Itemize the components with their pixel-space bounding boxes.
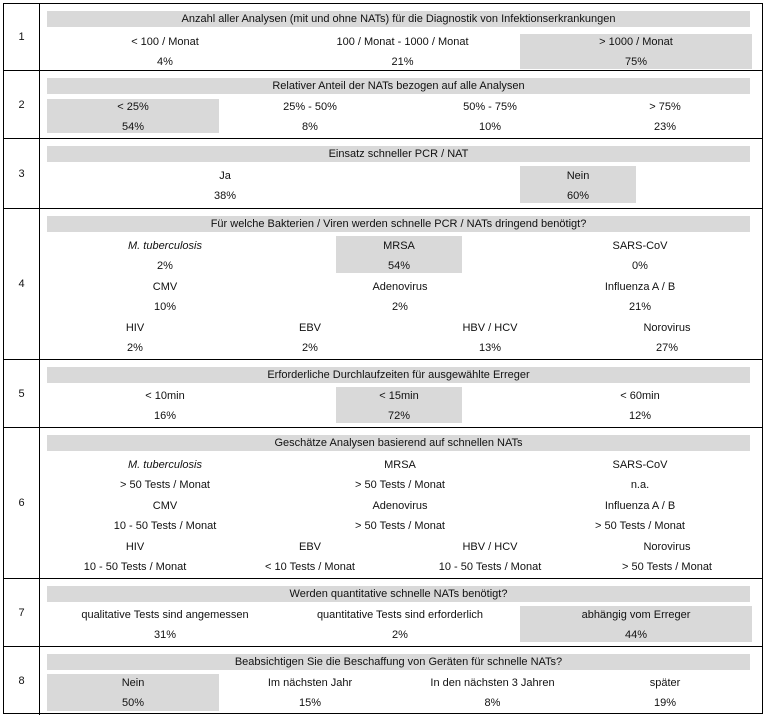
option-label: HBV / HCV [462, 541, 518, 553]
option-label: > 75% [649, 101, 681, 113]
option-value: 10 - 50 Tests / Monat [113, 520, 217, 532]
option-label: HBV / HCV [462, 322, 518, 334]
option-label: HIV [125, 322, 145, 334]
option-label: SARS-CoV [612, 459, 668, 471]
option-value: > 50 Tests / Monat [355, 520, 445, 532]
option-value: 75% [624, 56, 648, 68]
option-value: 0% [632, 260, 648, 272]
table-row-6 [4, 427, 762, 578]
option-label: 100 / Monat - 1000 / Monat [336, 36, 469, 48]
option-label: später [649, 677, 681, 689]
row-title: Geschätze Analysen basierend auf schnellen NATs [47, 435, 750, 451]
option-label: Influenza A / B [604, 281, 676, 293]
row-number: 7 [4, 579, 40, 646]
option-value: 10 - 50 Tests / Monat [83, 561, 187, 573]
option-label: > 1000 / Monat [599, 36, 673, 48]
option-value: 23% [653, 121, 677, 133]
option-label: HIV [125, 541, 145, 553]
option-label: 25% - 50% [283, 101, 337, 113]
option-label: MRSA [384, 459, 416, 471]
row-content [40, 209, 762, 359]
option-value: 10 - 50 Tests / Monat [438, 561, 542, 573]
option-value: 21% [628, 301, 652, 313]
option-label: Nein [566, 170, 590, 182]
option-label: CMV [152, 281, 178, 293]
option-label: qualitative Tests sind angemessen [81, 609, 249, 621]
option-value: > 50 Tests / Monat [120, 479, 210, 491]
table-row-1 [4, 4, 762, 70]
option-label: MRSA [383, 240, 415, 252]
option-value: 12% [628, 410, 652, 422]
option-value: < 10 Tests / Monat [265, 561, 355, 573]
option-label: Nein [121, 677, 145, 689]
option-label: Norovirus [643, 541, 691, 553]
row-number: 6 [4, 428, 40, 578]
option-value: 2% [157, 260, 173, 272]
option-value: 31% [153, 629, 177, 641]
option-value: 38% [213, 190, 237, 202]
survey-table [3, 3, 763, 714]
option-label: EBV [298, 322, 321, 334]
option-label: In den nächsten 3 Jahren [430, 677, 555, 689]
option-value: 60% [566, 190, 590, 202]
option-value: 10% [478, 121, 502, 133]
row-title: Anzahl aller Analysen (mit und ohne NATs) für die Diagnostik von Infektionserkrankungen [47, 11, 750, 27]
row-content [40, 428, 762, 578]
option-value: 13% [478, 342, 502, 354]
option-label: M. tuberculosis [128, 459, 202, 471]
option-value: 16% [153, 410, 177, 422]
option-label: < 15min [379, 390, 419, 402]
row-number: 5 [4, 360, 40, 427]
table-row-7 [4, 578, 762, 646]
row-content [40, 4, 762, 70]
row-title: Für welche Bakterien / Viren werden schnelle PCR / NATs dringend benötigt? [47, 216, 750, 232]
row-content [40, 647, 762, 715]
option-label: < 10min [145, 390, 185, 402]
row-title: Einsatz schneller PCR / NAT [47, 146, 750, 162]
row-content [40, 139, 762, 208]
option-value: 2% [392, 629, 408, 641]
row-title: Beabsichtigen Sie die Beschaffung von Geräten für schnelle NATs? [47, 654, 750, 670]
option-label: Norovirus [643, 322, 691, 334]
option-value: n.a. [630, 479, 650, 491]
option-value: 15% [298, 697, 322, 709]
row-title: Werden quantitative schnelle NATs benötigt? [47, 586, 750, 602]
table-row-5 [4, 359, 762, 427]
option-label: < 60min [620, 390, 660, 402]
row-number: 8 [4, 647, 40, 715]
option-value: > 50 Tests / Monat [595, 520, 685, 532]
option-value: 2% [127, 342, 143, 354]
row-number: 3 [4, 139, 40, 208]
option-label: Adenovirus [372, 500, 428, 512]
row-number: 4 [4, 209, 40, 359]
option-label: M. tuberculosis [128, 240, 202, 252]
table-row-2 [4, 70, 762, 138]
option-label: Im nächsten Jahr [267, 677, 353, 689]
table-row-8 [4, 646, 762, 715]
row-content [40, 71, 762, 138]
option-value: 54% [121, 121, 145, 133]
option-label: < 100 / Monat [131, 36, 199, 48]
option-value: 72% [387, 410, 411, 422]
table-row-3 [4, 138, 762, 208]
table-row-4 [4, 208, 762, 359]
option-value: 27% [655, 342, 679, 354]
option-label: CMV [152, 500, 178, 512]
row-title: Relativer Anteil der NATs bezogen auf alle Analysen [47, 78, 750, 94]
option-value: 8% [302, 121, 318, 133]
option-label: quantitative Tests sind erforderlich [316, 609, 484, 621]
option-value: > 50 Tests / Monat [355, 479, 445, 491]
option-label: abhängig vom Erreger [581, 609, 691, 621]
row-number: 1 [4, 4, 40, 70]
option-label: Ja [219, 170, 231, 182]
row-title: Erforderliche Durchlaufzeiten für ausgewählte Erreger [47, 367, 750, 383]
option-value: 10% [153, 301, 177, 313]
option-value: > 50 Tests / Monat [622, 561, 712, 573]
option-label: Influenza A / B [604, 500, 676, 512]
option-value: 19% [653, 697, 677, 709]
row-content [40, 360, 762, 427]
option-value: 54% [387, 260, 411, 272]
option-value: 44% [624, 629, 648, 641]
row-number: 2 [4, 71, 40, 138]
option-label: EBV [298, 541, 321, 553]
option-value: 8% [484, 697, 501, 709]
option-label: SARS-CoV [612, 240, 668, 252]
option-value: 2% [392, 301, 408, 313]
option-value: 4% [157, 56, 173, 68]
option-label: 50% - 75% [463, 101, 517, 113]
option-label: < 25% [117, 101, 149, 113]
option-value: 2% [302, 342, 318, 354]
option-label: Adenovirus [372, 281, 428, 293]
option-value: 21% [391, 56, 414, 68]
row-content [40, 579, 762, 646]
option-value: 50% [121, 697, 145, 709]
